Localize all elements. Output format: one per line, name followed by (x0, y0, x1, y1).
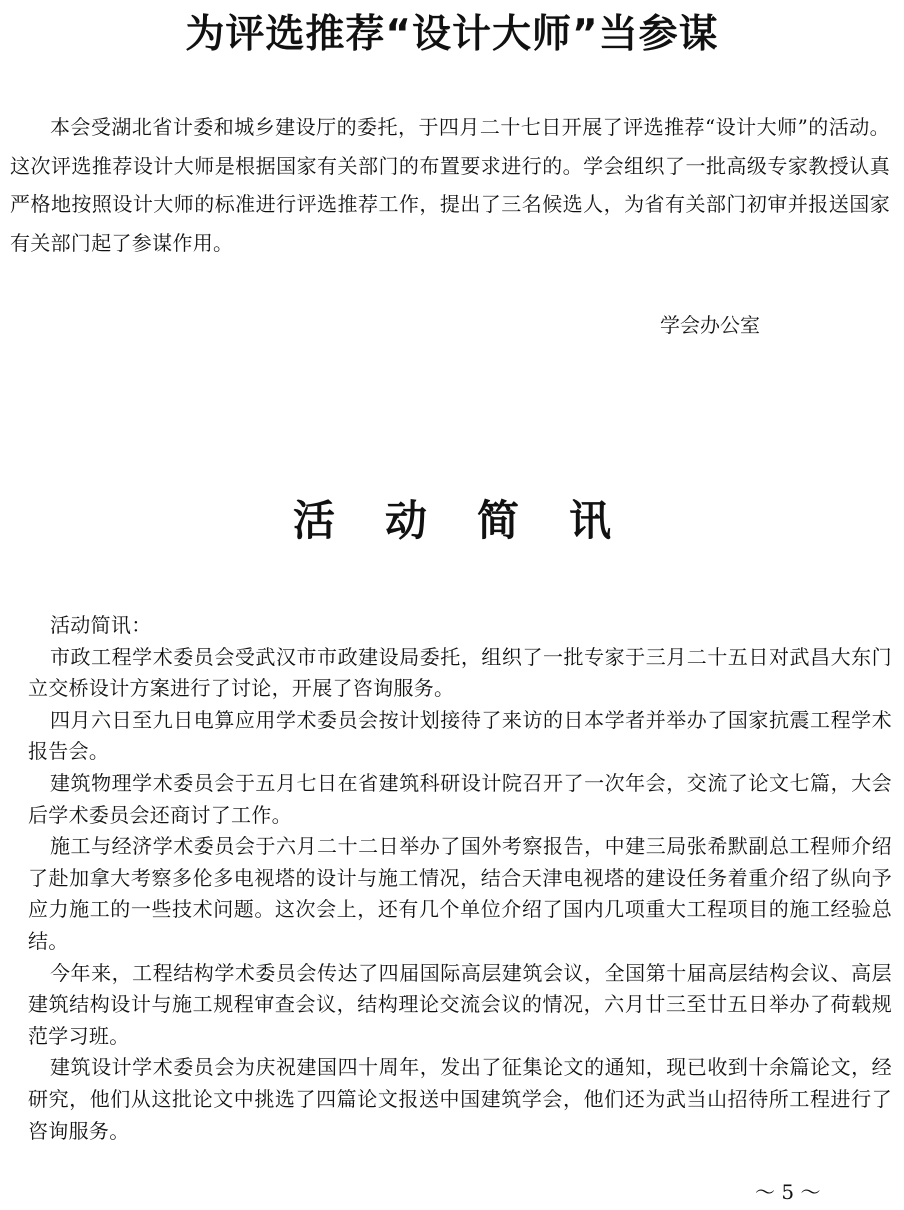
page-number: ～ 5 ～ (755, 1180, 821, 1204)
news-item: 市政工程学术委员会受武汉市市政建设局委托，组织了一批专家于三月二十五日对武昌大东门立交桥设计方案进行了讨论，开展了咨询服务。 (28, 644, 892, 701)
news-item: 施工与经济学术委员会于六月二十二日举办了国外考察报告，中建三局张希默副总工程师介绍了赴加拿大考察多伦多电视塔的设计与施工情况，结合天津电视塔的建设任务着重介绍了纵向予应力施工的一些技术问题。这次会上，还有几个单位介绍了国内几项重大工程项目的施工经验总结。 (28, 834, 892, 953)
news-item: 四月六日至九日电算应用学术委员会按计划接待了来访的日本学者并举办了国家抗震工程学术报告会。 (28, 707, 892, 764)
article-signature: 学会办公室 (660, 313, 760, 337)
article-body: 本会受湖北省计委和城乡建设厅的委托，于四月二十七日开展了评选推荐“设计大师”的活动。这次评选推荐设计大师是根据国家有关部门的布置要求进行的。学会组织了一批高级专家教授认真严格地按照设计大师的标准进行评选推荐工作，提出了三名候选人，为省有关部门初审并报送国家有关部门起了参谋作用。 (10, 115, 890, 255)
article-title: 为评选推荐“设计大师”当参谋 (185, 12, 719, 57)
news-item: 今年来，工程结构学术委员会传达了四届国际高层建筑会议，全国第十届高层结构会议、高层建筑结构设计与施工规程审查会议，结构理论交流会议的情况，六月廿三至廿五日举办了荷载规范学习班。 (28, 960, 892, 1048)
news-section-body (28, 610, 892, 1147)
news-item: 建筑设计学术委员会为庆祝建国四十周年，发出了征集论文的通知，现已收到十余篇论文，经研究，他们从这批论文中挑选了四篇论文报送中国建筑学会，他们还为武当山招待所工程进行了咨询服务。 (28, 1055, 892, 1143)
news-item: 建筑物理学术委员会于五月七日在省建筑科研设计院召开了一次年会，交流了论文七篇，大会后学术委员会还商讨了工作。 (28, 770, 892, 827)
news-section-title: 活动简讯 (292, 496, 661, 545)
news-heading: 活动简讯： (50, 613, 152, 637)
